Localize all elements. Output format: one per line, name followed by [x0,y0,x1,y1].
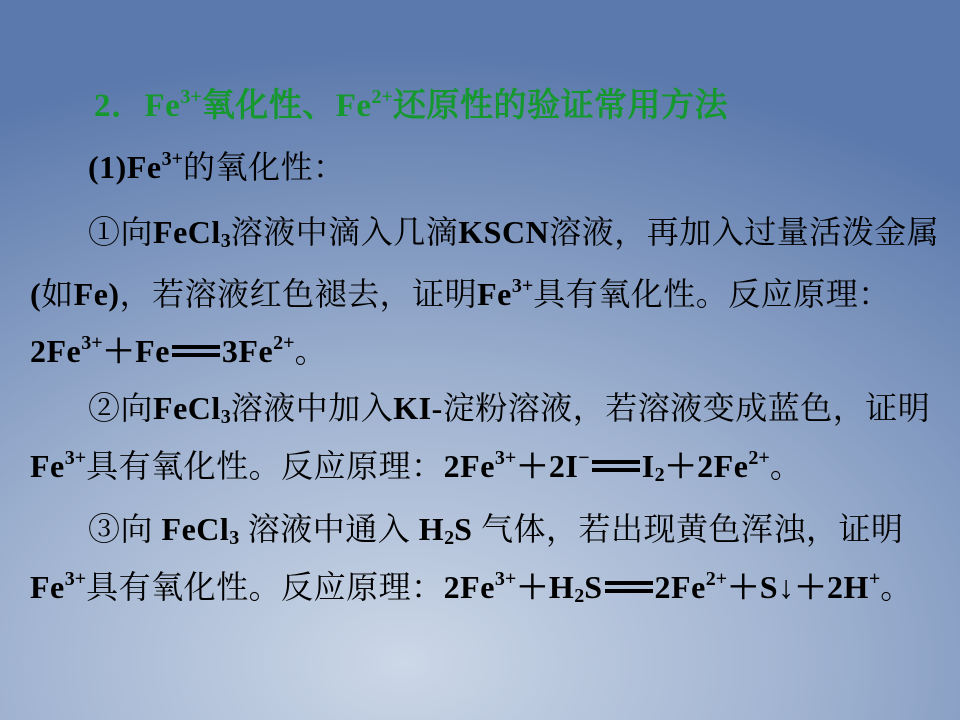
slide-title-text: 2+ [371,86,393,108]
method-3-line-2-text: 2Fe [443,569,495,605]
method-1-line-2-text: ( [30,276,42,312]
method-3-line-2-text: 具有氧化性。反应原理： [86,569,444,605]
method-1-line-1 [88,214,939,253]
method-1-equation [30,332,327,370]
method-1-equation-text: 3+ [81,332,103,354]
method-2-line-1-text: FeCl [153,390,221,426]
method-2-line-1 [88,390,930,429]
subtitle-fe3-oxidizing-text: 3+ [161,148,183,170]
double-bond-equals-icon [592,460,640,472]
method-2-line-1-text: 溶液中加入 [230,390,394,426]
method-2-line-1-text: KI- [393,390,443,426]
slide-title-text: 氧化性、Fe [201,88,372,124]
method-1-line-2-text: 具有氧化性。反应原理： [533,276,891,312]
method-3-line-1-text: FeCl [161,511,230,547]
method-2-line-2-text: 2 [654,464,665,486]
method-3-line-1-text: 3 [229,527,240,549]
method-3-line-2-text: ＋S↓＋2H [727,569,869,605]
method-1-line-2-text: Fe) [73,276,120,312]
method-2-line-2-text: 3+ [64,447,87,469]
method-3-line-2 [30,568,913,608]
method-1-line-2-text: ，若溶液红色褪去，证明 [119,276,478,312]
method-2-line-2-text: 具有氧化性。反应原理： [86,448,444,484]
method-2-line-1-text: 淀粉溶液，若溶液变成蓝色，证明 [442,390,931,426]
subtitle-fe3-oxidizing [88,148,345,186]
method-3-line-2-text: ＋H [516,569,575,605]
method-3-line-2-text: + [868,568,881,590]
method-2-line-2-text: 。 [769,448,803,484]
method-3-line-1-text: 溶液中通入 [239,511,419,547]
method-1-line-1-text: 溶液中滴入几滴 [230,214,459,250]
method-1-equation-text: 2Fe [30,333,82,369]
method-3-line-2-text: 2Fe [654,569,706,605]
method-1-equation-text: 。 [294,333,328,369]
method-1-equation-text: 3Fe [221,333,274,369]
method-2-line-1-text: 3 [220,406,231,428]
slide-title-text: 还原性的验证常用方法 [392,88,728,124]
method-1-line-2-text: 如 [41,276,74,312]
method-3-line-2-text: 。 [880,569,913,605]
method-3-line-2-text: 3+ [64,568,87,590]
method-2-line-2-text: I [641,448,655,484]
method-2-line-2-text: ＋2I [516,448,579,484]
method-2-line-2-text: ＋2Fe [664,448,749,484]
method-2-line-1-text: ②向 [88,390,154,426]
method-3-line-2-text: 2+ [705,568,728,590]
method-3-line-1 [88,511,903,550]
method-1-line-2-text: 3+ [511,275,534,297]
double-bond-equals-icon [172,345,220,357]
subtitle-fe3-oxidizing-text: (1)Fe [88,149,162,185]
slide-title-text: 3+ [180,86,202,108]
method-2-line-2-text: Fe [30,448,65,484]
method-1-line-1-text: FeCl [153,214,221,250]
double-bond-equals-icon [605,581,653,593]
method-3-line-1-text: H [418,511,445,547]
method-2-line-2-text: − [578,447,590,469]
method-2-line-2-text: 2Fe [443,448,495,484]
method-3-line-2-text: Fe [30,569,65,605]
method-2-line-2 [30,447,802,487]
method-1-line-2-text: Fe [477,276,512,312]
method-3-line-2-text: S [584,569,603,605]
slide-title-text: 2．Fe [94,88,181,124]
subtitle-fe3-oxidizing-text: 的氧化性： [182,149,346,185]
method-2-line-2-text: 3+ [494,447,517,469]
method-1-line-1-text: 3 [220,230,231,252]
method-3-line-1-text: S [454,511,473,547]
method-3-line-1-text: 2 [444,527,455,549]
method-1-equation-text: ＋Fe [102,333,170,369]
method-3-line-1-text: 气体，若出现黄色浑浊，证明 [472,511,904,547]
method-1-line-1-text: KSCN [458,214,550,250]
method-1-line-2 [30,275,891,313]
method-3-line-2-text: 3+ [494,568,517,590]
method-3-line-1-text: ③向 [88,511,162,547]
slide-title [94,86,728,126]
method-1-equation-text: 2+ [273,332,295,354]
method-3-line-2-text: 2 [574,585,585,607]
method-2-line-2-text: 2+ [748,447,770,469]
method-1-line-1-text: 溶液，再加入过量活泼金属 [549,214,940,250]
method-1-line-1-text: ①向 [88,214,154,250]
